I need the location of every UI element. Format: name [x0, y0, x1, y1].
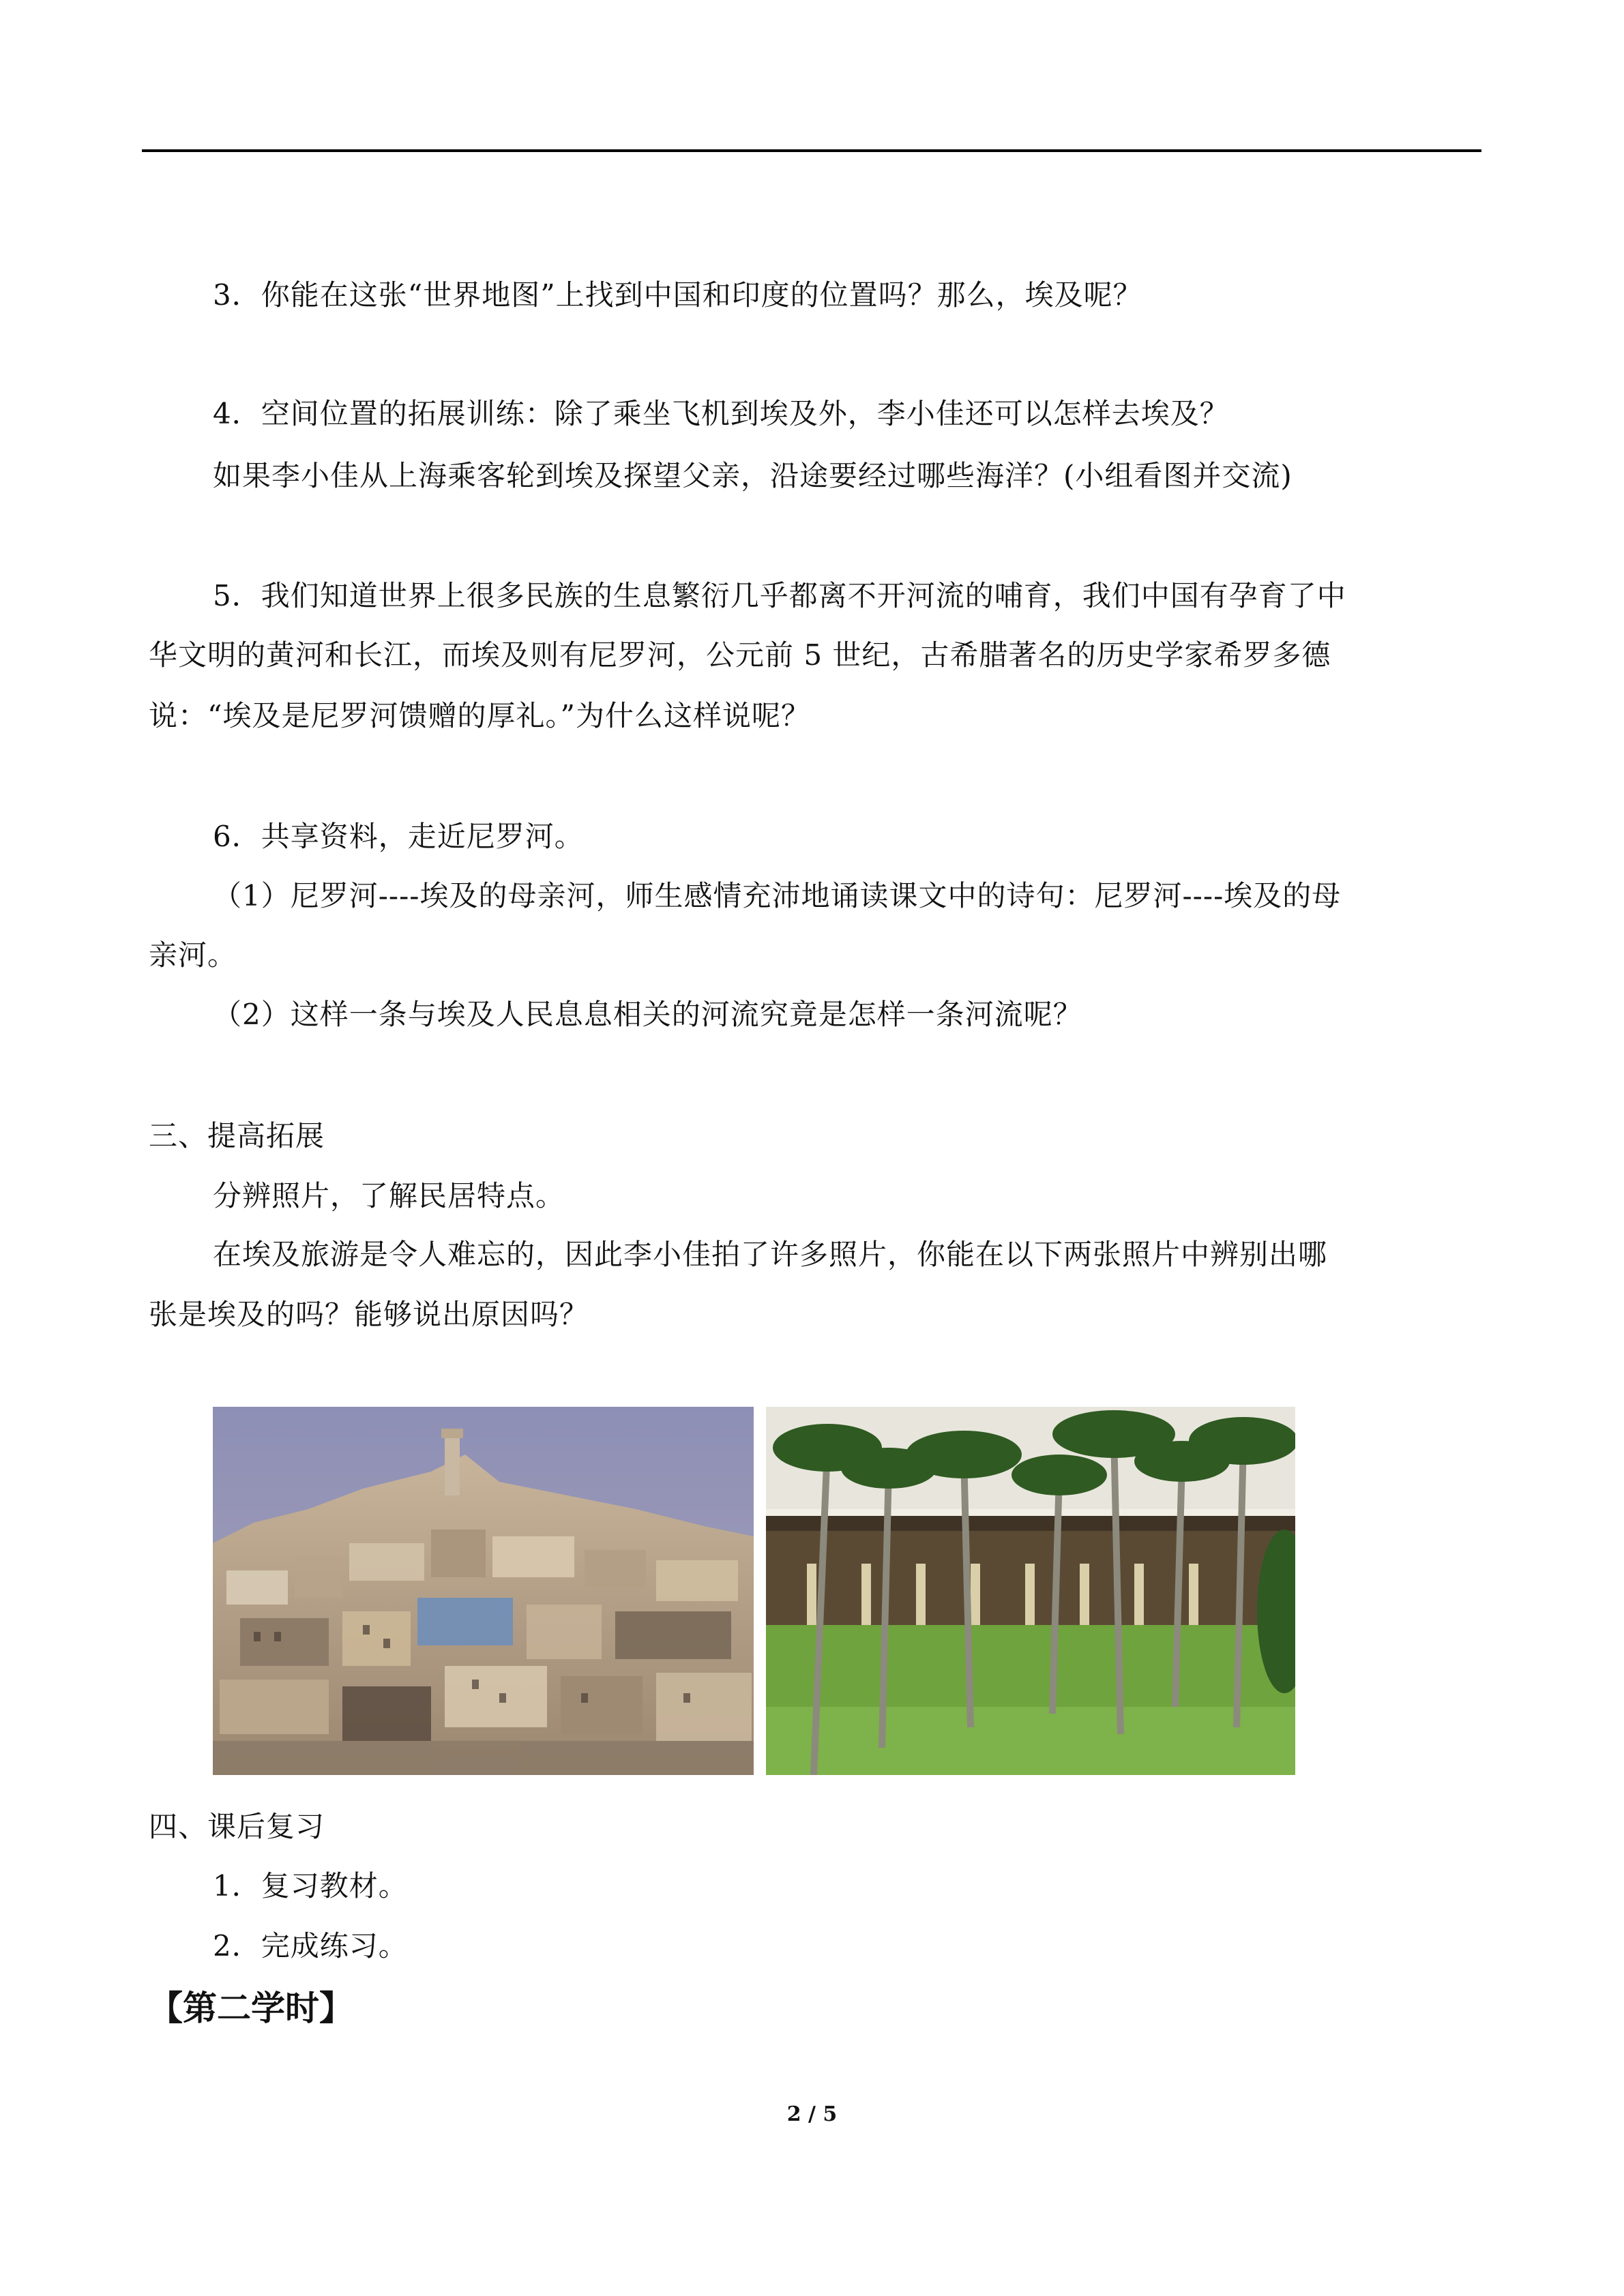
- question-5-line-2: 华文明的黄河和长江，而埃及则有尼罗河，公元前 5 世纪，古希腊著名的历史学家希罗多德: [149, 638, 1331, 672]
- question-4-line-1: 4．空间位置的拓展训练：除了乘坐飞机到埃及外，李小佳还可以怎样去埃及？: [213, 397, 1229, 430]
- question-6-sub-1-line-2: 亲河。: [149, 938, 237, 972]
- page-number: 2 / 5: [786, 2102, 838, 2126]
- header-rule: [142, 149, 1481, 152]
- question-4-line-2: 如果李小佳从上海乘客轮到埃及探望父亲，沿途要经过哪些海洋？(小组看图并交流): [213, 459, 1293, 492]
- question-3: 3．你能在这张“世界地图”上找到中国和印度的位置吗？那么，埃及呢？: [213, 278, 1142, 312]
- question-6-sub-2: （2）这样一条与埃及人民息息相关的河流究竟是怎样一条河流呢？: [213, 998, 1082, 1031]
- section-3-heading: 三、提高拓展: [149, 1119, 325, 1152]
- question-6-sub-1-line-1: （1）尼罗河----埃及的母亲河，师生感情充沛地诵读课文中的诗句：尼罗河----埃及的母: [213, 879, 1342, 912]
- section-3-line-1: 分辨照片，了解民居特点。: [213, 1179, 565, 1212]
- lesson-2-title: 【第二学时】: [149, 1988, 353, 2028]
- photo-comparison: [213, 1407, 1295, 1775]
- photo-town-houses: [213, 1407, 754, 1775]
- section-3-line-3: 张是埃及的吗？能够说出原因吗？: [149, 1298, 589, 1331]
- photo-palm-trees: [766, 1407, 1295, 1775]
- section-3-line-2: 在埃及旅游是令人难忘的，因此李小佳拍了许多照片，你能在以下两张照片中辨别出哪: [213, 1238, 1328, 1271]
- section-4-item-2: 2．完成练习。: [213, 1929, 408, 1963]
- question-5-line-1: 5．我们知道世界上很多民族的生息繁衍几乎都离不开河流的哺育，我们中国有孕育了中: [213, 579, 1346, 612]
- question-6-line-1: 6．共享资料，走近尼罗河。: [213, 820, 584, 853]
- question-5-line-3: 说：“埃及是尼罗河馈赠的厚礼。”为什么这样说呢？: [149, 699, 810, 732]
- section-4-item-1: 1．复习教材。: [213, 1869, 408, 1903]
- section-4-heading: 四、课后复习: [149, 1810, 325, 1843]
